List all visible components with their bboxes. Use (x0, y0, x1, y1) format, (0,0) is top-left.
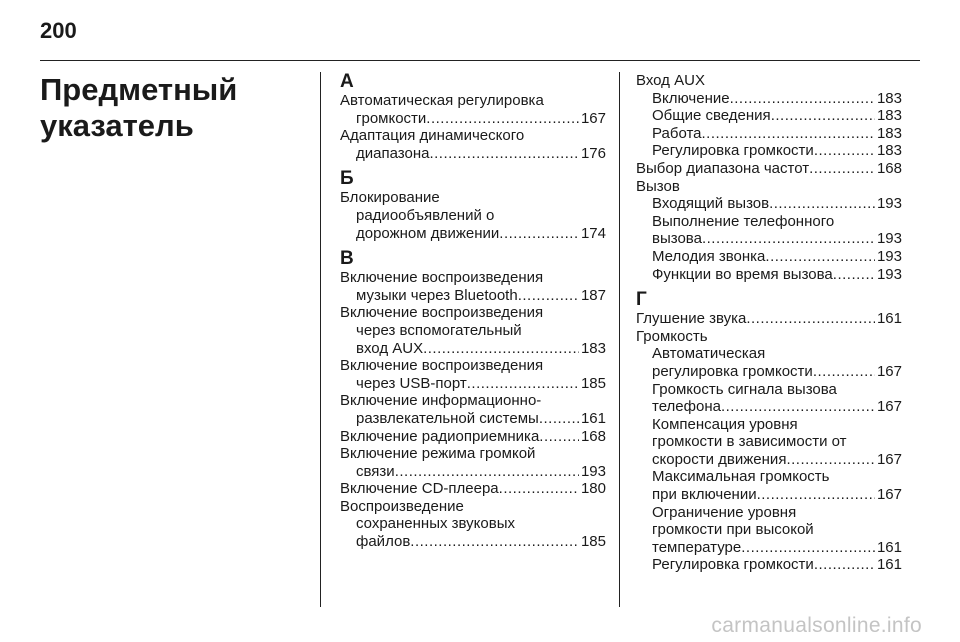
entry-text: Общие сведения (652, 107, 771, 125)
entry-text: при включении (652, 486, 757, 504)
index-subentry (636, 107, 902, 125)
entry-text: Глушение звука (636, 310, 747, 328)
entry-text: Компенсация уровня (652, 415, 798, 433)
index-subentry (636, 345, 902, 380)
entry-text: регулировка громкости (652, 362, 813, 380)
index-subentry (636, 556, 902, 574)
entry-text: Автоматическая (652, 345, 766, 363)
entry-text: телефона (652, 398, 721, 416)
entry-page-number: 167 (876, 450, 902, 468)
entry-page-number: 168 (580, 427, 606, 445)
entry-text: Входящий вызов (652, 195, 770, 213)
index-entry (636, 178, 902, 196)
dot-leader (702, 230, 875, 248)
dot-leader (813, 363, 875, 381)
section-title: Предметный указатель (40, 72, 238, 143)
entry-text: громкости в зависимости от (652, 433, 847, 451)
column-divider (619, 72, 620, 607)
entry-text: Включение CD-плеера (340, 480, 499, 498)
entry-page-number: 183 (876, 142, 902, 160)
entry-page-number: 193 (580, 462, 606, 480)
entry-page-number: 193 (876, 195, 902, 213)
entry-text: температуре (652, 538, 742, 556)
entry-text: через USB-порт (356, 374, 467, 392)
entry-text: Функции во время вызова (652, 265, 833, 283)
index-letter: Б (340, 168, 354, 190)
entry-page-number: 193 (876, 247, 902, 265)
index-entry (340, 445, 606, 480)
index-subentry (636, 195, 902, 213)
entry-page-number: 183 (580, 339, 606, 357)
index-entry (340, 189, 606, 242)
entry-text: Включение воспроизведения (340, 304, 544, 322)
dot-leader (814, 142, 875, 160)
entry-text: Выбор диапазона частот (636, 159, 810, 177)
entry-text: Ограничение уровня (652, 503, 797, 521)
entry-text: Воспроизведение (340, 497, 464, 515)
index-letter: А (340, 71, 354, 92)
index-entry (340, 392, 606, 427)
index-entry (340, 498, 606, 551)
entry-text: Громкость (636, 327, 708, 345)
index-subentry (636, 468, 902, 503)
entry-text: Автоматическая регулировка (340, 92, 544, 109)
index-subentry (636, 416, 902, 469)
dot-leader (702, 125, 875, 143)
entry-text: радиообъявлений о (356, 206, 495, 224)
entry-text: связи (356, 462, 395, 480)
entry-text: Вход AUX (636, 72, 705, 89)
index-column-1 (340, 72, 606, 551)
index-subentry (636, 381, 902, 416)
entry-text: Включение информационно- (340, 392, 542, 410)
entry-page-number: 161 (876, 556, 902, 574)
dot-leader (518, 287, 579, 305)
dot-leader (771, 107, 875, 125)
index-subentry (636, 213, 902, 248)
dot-leader (746, 310, 875, 328)
dot-leader (429, 145, 579, 163)
entry-page-number: 161 (580, 409, 606, 427)
entry-page-number: 161 (876, 538, 902, 556)
entry-page-number: 193 (876, 230, 902, 248)
entry-page-number: 183 (876, 124, 902, 142)
entry-page-number: 174 (580, 224, 606, 242)
entry-text: Регулировка громкости (652, 142, 814, 160)
dot-leader (765, 248, 875, 266)
dot-leader (499, 480, 579, 498)
dot-leader (833, 266, 875, 284)
index-subentry (636, 90, 902, 108)
header-rule (40, 60, 920, 61)
entry-text: Регулировка громкости (652, 556, 814, 574)
entry-page-number: 167 (876, 486, 902, 504)
entry-page-number: 193 (876, 265, 902, 283)
index-entry (340, 92, 606, 127)
entry-text: вход AUX (356, 339, 424, 357)
entry-text: через вспомогательный (356, 321, 522, 339)
dot-leader (539, 428, 579, 446)
entry-text: Вызов (636, 177, 680, 195)
entry-text: Включение воспроизведения (340, 357, 544, 375)
entry-page-number: 168 (876, 159, 902, 177)
entry-text: Включение воспроизведения (340, 269, 544, 287)
dot-leader (426, 110, 579, 128)
dot-leader (757, 486, 875, 504)
dot-leader (395, 463, 579, 481)
index-entry (636, 310, 902, 328)
entry-page-number: 180 (580, 480, 606, 498)
entry-page-number: 161 (876, 310, 902, 328)
index-subentry (636, 248, 902, 266)
index-entry (636, 328, 902, 346)
dot-leader (809, 160, 875, 178)
index-entry (636, 160, 902, 178)
dot-leader (410, 533, 579, 551)
entry-page-number: 167 (876, 362, 902, 380)
dot-leader (423, 340, 579, 358)
index-letter: Г (636, 289, 647, 311)
index-subentry (636, 504, 902, 557)
entry-text: громкости (356, 109, 427, 127)
entry-text: Блокирование (340, 189, 440, 207)
dot-leader (769, 195, 875, 213)
index-entry (340, 269, 606, 304)
dot-leader (730, 90, 875, 108)
entry-text: Включение радиоприемника (340, 427, 540, 445)
index-letter: В (340, 248, 354, 270)
entry-page-number: 185 (580, 533, 606, 551)
dot-leader (467, 375, 579, 393)
dot-leader (499, 225, 579, 243)
dot-leader (721, 398, 875, 416)
entry-text: Включение (652, 89, 730, 107)
index-subentry (636, 266, 902, 284)
index-entry (340, 304, 606, 357)
column-divider (320, 72, 321, 607)
page-number: 200 (40, 18, 77, 43)
entry-text: Мелодия звонка (652, 247, 766, 265)
index-subentry (636, 125, 902, 143)
index-entry (636, 72, 902, 90)
entry-text: дорожном движении (356, 224, 500, 242)
entry-page-number: 185 (580, 374, 606, 392)
entry-text: музыки через Bluetooth (356, 286, 518, 304)
index-entry (340, 480, 606, 498)
entry-text: Громкость сигнала вызова (652, 380, 837, 398)
entry-text: скорости движения (652, 450, 787, 468)
entry-text: сохраненных звуковых (356, 515, 516, 533)
entry-text: Включение режима громкой (340, 445, 536, 463)
entry-text: Работа (652, 124, 702, 142)
entry-page-number: 167 (876, 398, 902, 416)
entry-page-number: 176 (580, 144, 606, 162)
entry-page-number: 183 (876, 89, 902, 107)
entry-text: диапазона (356, 144, 430, 162)
index-entry (340, 428, 606, 446)
watermark: carmanualsonline.info (711, 614, 922, 637)
index-column-2 (636, 72, 902, 574)
entry-text: Адаптация динамического (340, 127, 525, 145)
dot-leader (539, 410, 579, 428)
entry-page-number: 183 (876, 107, 902, 125)
index-entry (340, 357, 606, 392)
entry-text: Выполнение телефонного (652, 212, 835, 230)
entry-text: Максимальная громкость (652, 468, 830, 486)
dot-leader (741, 539, 875, 557)
index-entry (340, 127, 606, 162)
entry-text: вызова (652, 230, 702, 248)
dot-leader (814, 556, 875, 574)
index-subentry (636, 142, 902, 160)
entry-text: файлов (356, 533, 411, 551)
dot-leader (786, 451, 875, 469)
entry-page-number: 187 (580, 286, 606, 304)
entry-text: громкости при высокой (652, 521, 814, 539)
entry-text: развлекательной системы (356, 409, 539, 427)
entry-page-number: 167 (580, 109, 606, 127)
